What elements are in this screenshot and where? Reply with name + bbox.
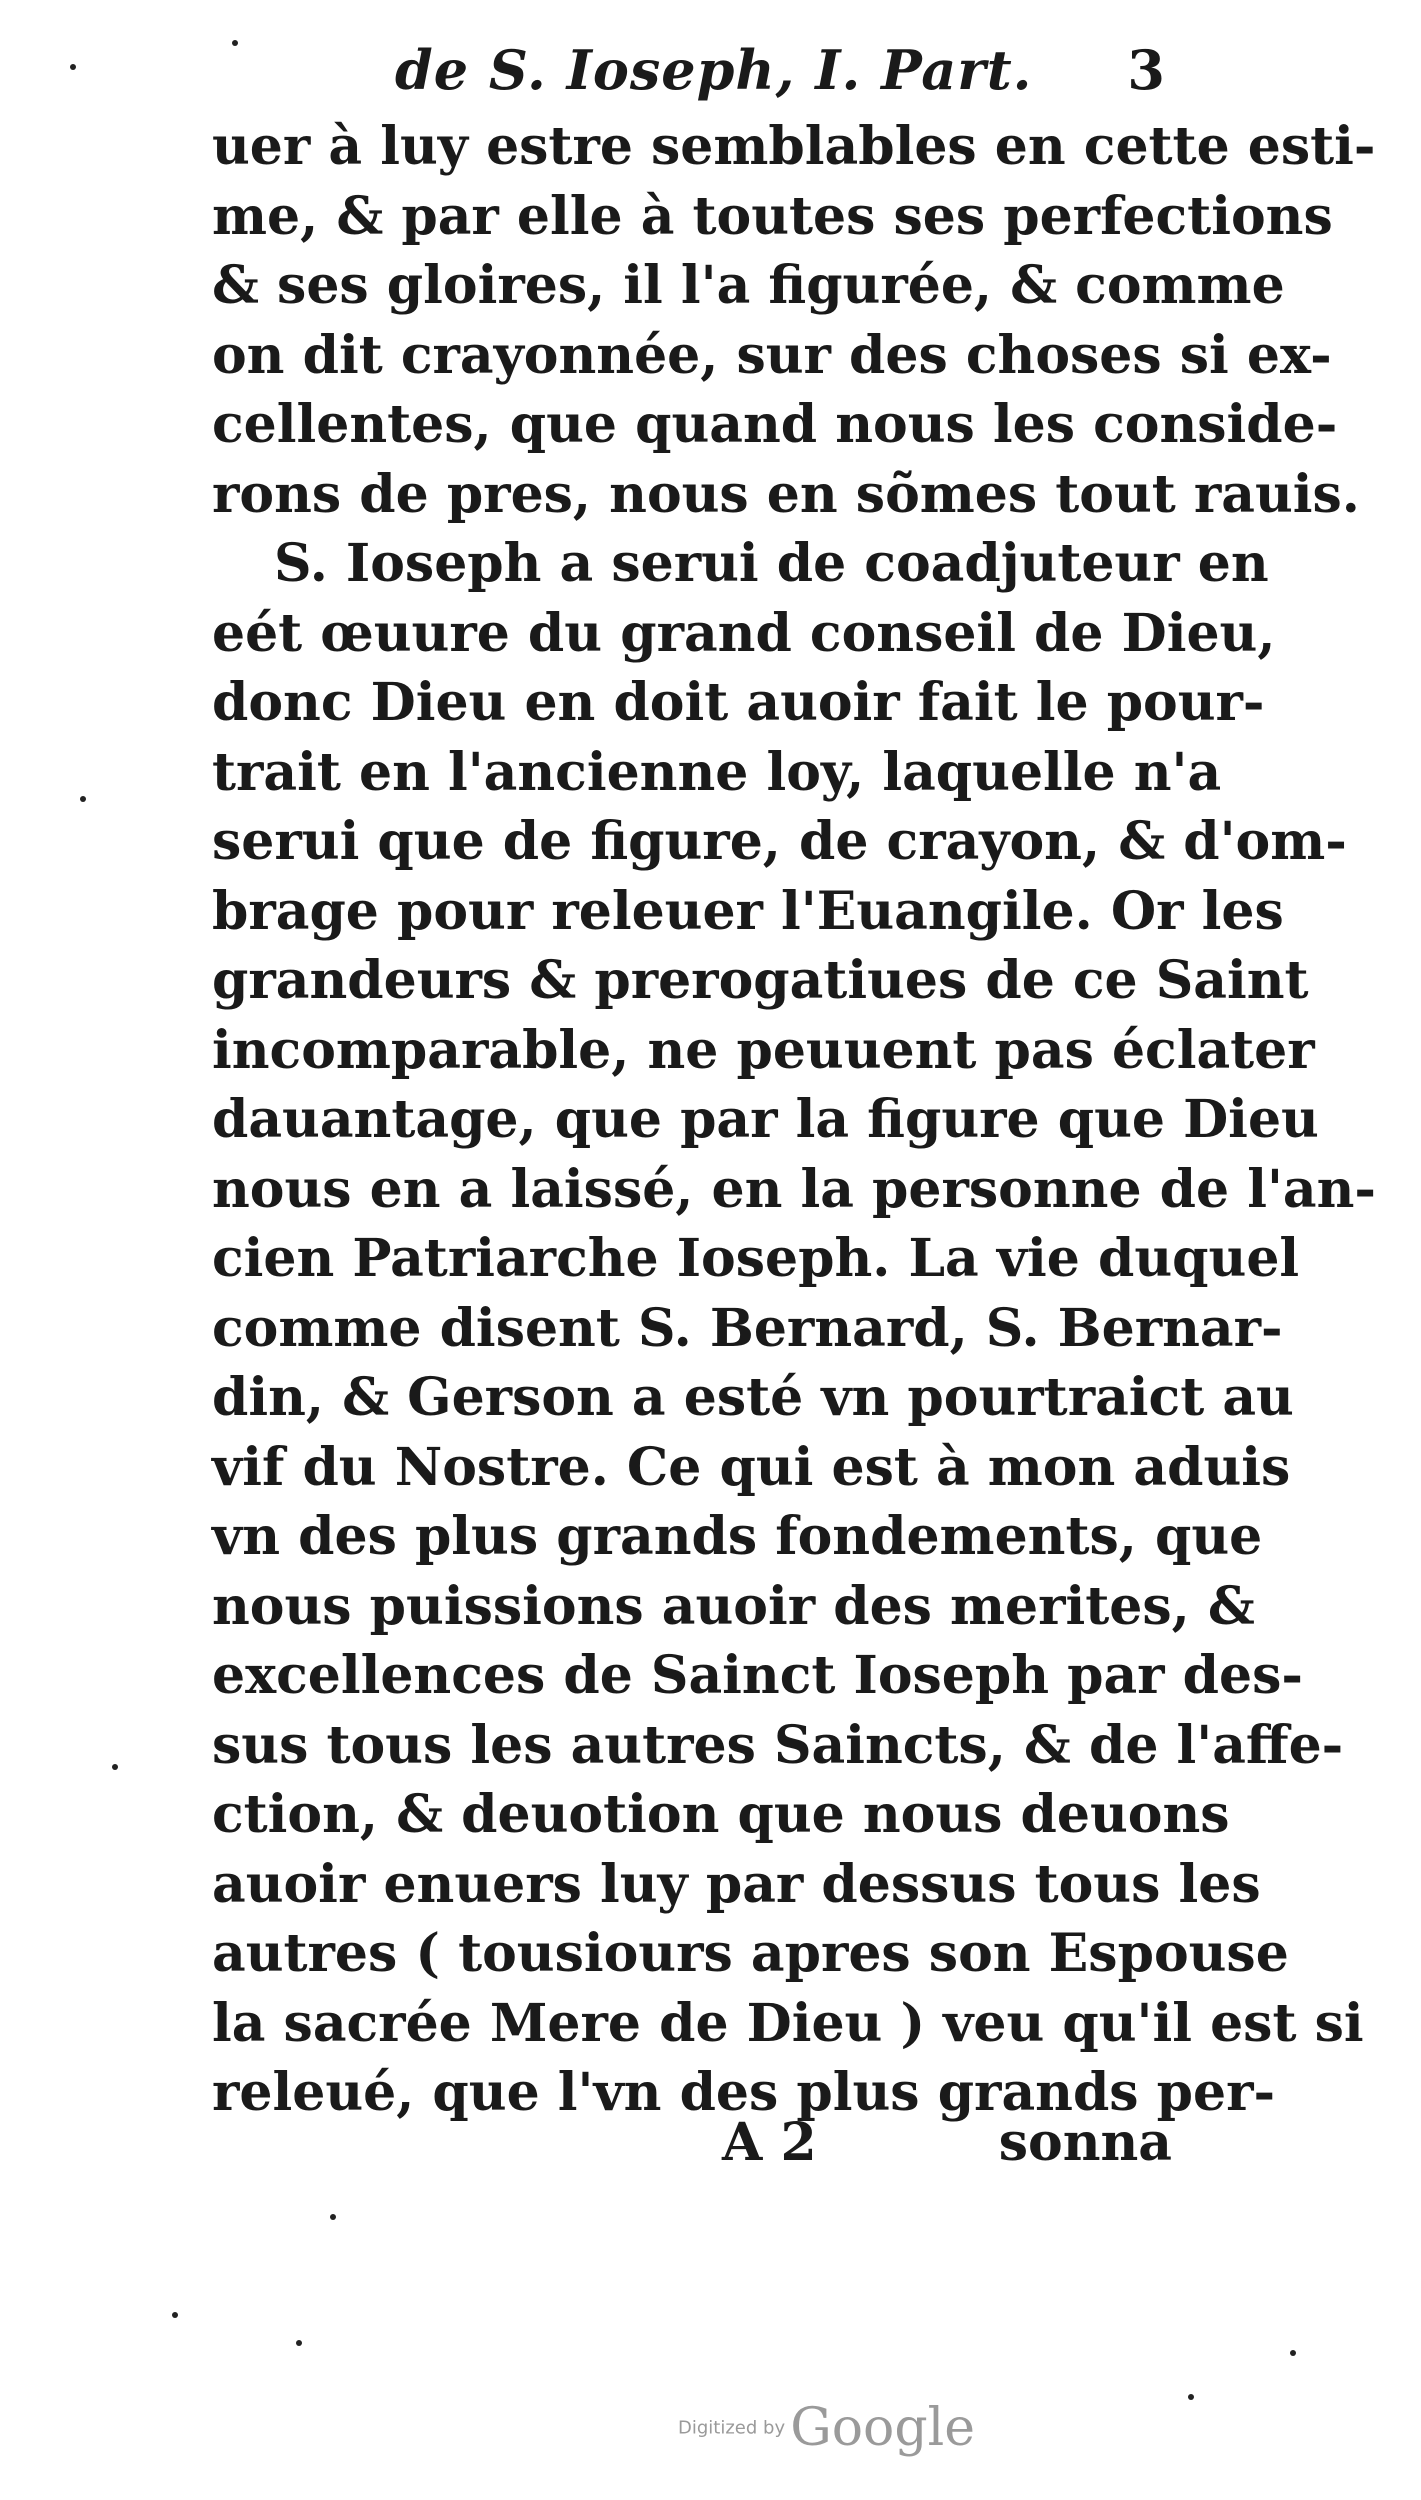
- scan-speck: [232, 40, 238, 46]
- text-line: releué, que l'vn des plus grands per-: [212, 2062, 1276, 2123]
- text-line: sus tous les autres Saincts, & de l'affe-: [212, 1714, 1344, 1776]
- text-line: comme disent S. Bernard, S. Bernar-: [212, 1297, 1283, 1359]
- text-line: excellences de Sainct Ioseph par des-: [212, 1645, 1303, 1706]
- scan-speck: [172, 2312, 178, 2318]
- text-line: & ses gloires, il l'a figurée, & comme: [212, 255, 1285, 316]
- text-line: donc Dieu en doit auoir fait le pour-: [212, 672, 1265, 733]
- text-line: incomparable, ne peuuent pas éclater: [212, 1019, 1315, 1081]
- text-line: brage pour releuer l'Euangile. Or les: [212, 880, 1284, 942]
- text-line: autres ( tousiours apres son Espouse: [212, 1923, 1289, 1984]
- scan-speck: [296, 2340, 302, 2346]
- text-line: ction, & deuotion que nous deuons: [212, 1784, 1230, 1845]
- scan-speck: [1188, 2394, 1194, 2400]
- body-text: [212, 112, 1376, 2128]
- text-line: vif du Nostre. Ce qui est à mon aduis: [212, 1436, 1291, 1498]
- digitized-by-watermark: [678, 2398, 975, 2458]
- page-header: [395, 38, 1165, 108]
- text-line: vn des plus grands fondements, que: [212, 1506, 1263, 1567]
- text-line: dauantage, que par la figure que Dieu: [212, 1089, 1319, 1150]
- scan-speck: [330, 2214, 336, 2220]
- scan-speck: [1290, 2350, 1296, 2356]
- text-line: on dit crayonnée, sur des choses si ex-: [212, 324, 1332, 386]
- page-number: 3: [1127, 38, 1165, 102]
- text-line: din, & Gerson a esté vn pourtraict au: [212, 1367, 1294, 1428]
- text-line: auoir enuers luy par dessus tous les: [212, 1853, 1261, 1915]
- text-line: S. Ioseph a serui de coadjuteur en: [274, 533, 1269, 594]
- text-line: cellentes, que quand nous les conside-: [212, 394, 1338, 455]
- page-footer: [212, 2112, 1172, 2182]
- text-line: nous en a laissé, en la personne de l'an-: [212, 1158, 1376, 1220]
- text-line: la sacrée Mere de Dieu ) veu qu'il est si: [212, 1992, 1364, 2054]
- catchword: sonna: [998, 2112, 1172, 2173]
- text-line: me, & par elle à toutes ses perfections: [212, 185, 1333, 247]
- text-line: serui que de figure, de crayon, & d'om-: [212, 811, 1347, 872]
- text-line: eét œuure du grand conseil de Dieu,: [212, 602, 1276, 664]
- scan-speck: [80, 796, 86, 802]
- running-title: de S. Ioseph, I. Part.: [395, 38, 1033, 102]
- google-logo: Google: [790, 2398, 976, 2458]
- scan-speck: [112, 1764, 118, 1770]
- text-line: grandeurs & prerogatiues de ce Saint: [212, 950, 1309, 1011]
- signature-mark: A 2: [722, 2112, 817, 2173]
- text-line: nous puissions auoir des merites, &: [212, 1575, 1255, 1637]
- scan-speck: [70, 64, 76, 70]
- text-line: rons de pres, nous en sõmes tout rauis.: [212, 463, 1360, 525]
- digitized-prefix: Digitized by: [678, 2417, 786, 2439]
- text-line: cien Patriarche Ioseph. La vie duquel: [212, 1228, 1300, 1289]
- text-line: trait en l'ancienne loy, laquelle n'a: [212, 741, 1222, 803]
- text-line: uer à luy estre semblables en cette esti-: [212, 116, 1376, 177]
